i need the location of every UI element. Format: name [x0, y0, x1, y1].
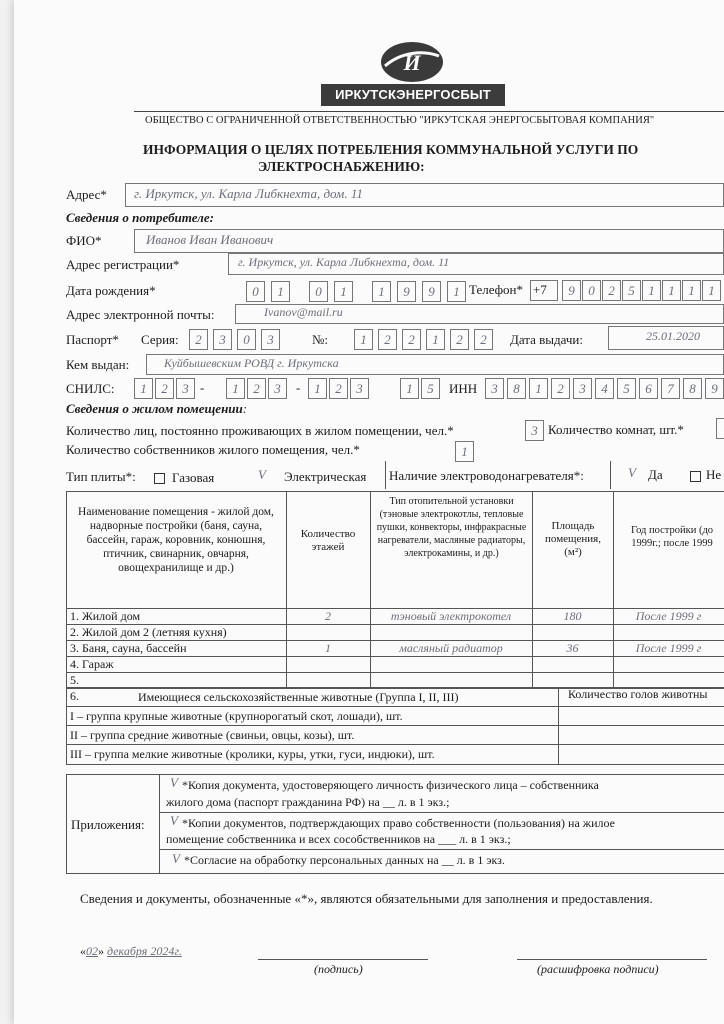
attachment-1-line1: *Копия документа, удостоверяющего личность физического лица – собственника	[182, 778, 599, 792]
premises-header-year: Год постройки (до 1999г.; после 1999	[630, 525, 714, 549]
residents-label: Количество лиц, постоянно проживающих в жилом помещении, чел.*	[66, 423, 454, 438]
phone-label: Телефон*	[469, 282, 524, 297]
owners-cell[interactable]: 1	[455, 441, 474, 462]
dob-digit-cell[interactable]: 0	[246, 281, 265, 302]
snils-digit-cell[interactable]: 2	[155, 378, 174, 399]
premises-row-heating: масляный радиатор	[399, 641, 503, 655]
attachment-2-check-mark[interactable]: V	[170, 813, 178, 828]
phone-digit-cell[interactable]: 0	[582, 280, 601, 301]
premises-row-name: 5.	[70, 673, 79, 687]
premises-row-name: 4. Гараж	[70, 657, 114, 671]
heater-label: Наличие электроводонагревателя*:	[389, 468, 584, 483]
premises-row-name: 1. Жилой дом	[70, 609, 141, 623]
registration-value: г. Иркутск, ул. Карла Либкнехта, дом. 11	[238, 255, 450, 269]
animals-header-right: Количество голов животны	[568, 687, 708, 701]
issued-by-value: Куйбышевским РОВД г. Иркутска	[164, 356, 339, 370]
attachment-2-line1: *Копии документов, подтверждающих право собственности (пользования) на жилое	[182, 816, 615, 830]
number-digit-cell[interactable]: 2	[474, 329, 493, 350]
snils-digit-cell[interactable]: 5	[421, 378, 440, 399]
email-label: Адрес электронной почты:	[66, 307, 215, 322]
premises-header-floors: Количество этажей	[300, 528, 356, 553]
phone-digit-cell[interactable]: 1	[682, 280, 701, 301]
inn-label: ИНН	[449, 381, 478, 396]
attachment-3-line: *Согласие на обработку персональных данных на __ л. в 1 экз.	[184, 853, 505, 867]
company-logo-icon	[379, 40, 445, 84]
dob-digit-cell[interactable]: 1	[447, 281, 466, 302]
heater-yes-label: Да	[648, 467, 663, 482]
gas-label: Газовая	[172, 470, 215, 485]
number-label: №:	[312, 332, 329, 347]
inn-digit-cell[interactable]: 3	[485, 378, 504, 399]
inn-digit-cell[interactable]: 4	[595, 378, 614, 399]
phone-digit-cell[interactable]: 1	[642, 280, 661, 301]
heater-no-checkbox[interactable]	[690, 471, 701, 482]
issue-date-label: Дата выдачи:	[510, 332, 584, 347]
dob-digit-cell[interactable]: 0	[309, 281, 328, 302]
premises-header-area: Площадь помещения, (м²)	[545, 520, 601, 558]
snils-digit-cell[interactable]: 2	[247, 378, 266, 399]
dob-digit-cell[interactable]: 9	[397, 281, 416, 302]
inn-digit-cell[interactable]: 7	[661, 378, 680, 399]
number-digit-cell[interactable]: 2	[450, 329, 469, 350]
series-digit-cell[interactable]: 2	[189, 329, 208, 350]
phone-digit-cell[interactable]: 2	[602, 280, 621, 301]
inn-digit-cell[interactable]: 5	[617, 378, 636, 399]
issued-by-label: Кем выдан:	[66, 357, 130, 372]
snils-digit-cell[interactable]: 2	[329, 378, 348, 399]
snils-label: СНИЛС:	[66, 381, 115, 396]
inn-digit-cell[interactable]: 2	[551, 378, 570, 399]
premises-row-heating: тэновый электрокотел	[390, 609, 512, 623]
premises-row-floors: 1	[325, 641, 331, 655]
inn-digit-cell[interactable]: 3	[573, 378, 592, 399]
dob-digit-cell[interactable]: 1	[372, 281, 391, 302]
gas-checkbox[interactable]	[154, 473, 165, 484]
phone-digit-cell[interactable]: 1	[702, 280, 721, 301]
svg-text:И: И	[403, 50, 421, 75]
form-title-line2: ЭЛЕКТРОСНАБЖЕНИЮ:	[258, 159, 425, 174]
animals-row-label: III – группа мелкие животные (кролики, куры, утки, гуси, индюки), шт.	[70, 747, 435, 761]
snils-digit-cell[interactable]: 3	[268, 378, 287, 399]
consumer-section-label: Сведения о потребителе:	[66, 210, 214, 225]
attachment-1-check-mark[interactable]: V	[170, 775, 178, 790]
snils-digit-cell[interactable]: 1	[400, 378, 419, 399]
form-page	[14, 0, 724, 1024]
premises-row-floors: 2	[325, 609, 331, 623]
premises-row-name: 2. Жилой дом 2 (летняя кухня)	[70, 625, 227, 639]
registration-label: Адрес регистрации*	[66, 257, 180, 272]
animals-header-left: Имеющиеся сельскохозяйственные животные (Группа I, II, III)	[138, 690, 459, 704]
residents-cell[interactable]: 3	[525, 420, 544, 441]
snils-dash-2: -	[296, 380, 301, 395]
animals-row-label: II – группа средние животные (свиньи, овцы, козы), шт.	[70, 728, 355, 742]
phone-digit-cell[interactable]: 9	[562, 280, 581, 301]
address-value: г. Иркутск, ул. Карла Либкнехта, дом. 11	[134, 186, 363, 201]
premises-row-year: После 1999 г	[635, 609, 702, 623]
heater-yes-check-mark[interactable]: V	[628, 465, 636, 480]
phone-prefix: +7	[533, 282, 547, 297]
fio-value: Иванов Иван Иванович	[146, 232, 274, 247]
premises-row-area: 36	[566, 641, 579, 655]
snils-digit-cell[interactable]: 3	[350, 378, 369, 399]
owners-label: Количество собственников жилого помещения, чел.*	[66, 442, 360, 457]
animals-row-label: I – группа крупные животные (крупнорогатый скот, лошади), шт.	[70, 709, 403, 723]
heater-no-label: Не	[706, 467, 722, 482]
premises-header-name: Наименование помещения - жилой дом, надворные постройки (баня, сауна, бассейн, гараж, коровник, конюшня, птичник, свинарник, овчарня, овощехранилище и др.)	[78, 506, 274, 574]
number-digit-cell[interactable]: 1	[426, 329, 445, 350]
attachment-1-line2: жилого дома (паспорт гражданина РФ) на __ л. в 1 экз.;	[166, 795, 450, 809]
rooms-label: Количество комнат, шт.*	[548, 422, 684, 437]
form-title-line1: ИНФОРМАЦИЯ О ЦЕЛЯХ ПОТРЕБЛЕНИЯ КОММУНАЛЬНОЙ УСЛУГИ ПО	[143, 142, 639, 157]
number-digit-cell[interactable]: 2	[402, 329, 421, 350]
dwelling-section-label: Сведения о жилом помещении:	[66, 401, 248, 416]
rooms-cell[interactable]	[716, 418, 724, 439]
snils-digit-cell[interactable]: 3	[176, 378, 195, 399]
attachment-3-check-mark[interactable]: V	[172, 851, 180, 866]
org-name: ОБЩЕСТВО С ОГРАНИЧЕННОЙ ОТВЕТСТВЕННОСТЬЮ "ИРКУТСКАЯ ЭНЕРГОСБЫТОВАЯ КОМПАНИЯ"	[145, 115, 655, 126]
snils-dash-1: -	[200, 380, 205, 395]
decode-label: (расшифровка подписи)	[537, 962, 659, 976]
electric-label: Электрическая	[284, 469, 367, 484]
issue-date-value: 25.01.2020	[646, 329, 700, 343]
series-label: Серия:	[141, 332, 179, 347]
dob-label: Дата рождения*	[66, 283, 156, 298]
passport-label: Паспорт*	[66, 332, 119, 347]
number-digit-cell[interactable]: 2	[378, 329, 397, 350]
dob-digit-cell[interactable]: 1	[271, 281, 290, 302]
inn-digit-cell[interactable]: 9	[705, 378, 724, 399]
premises-row-year: После 1999 г	[635, 641, 702, 655]
signature-date: «02» декабря 2024г.	[80, 944, 182, 958]
dob-digit-cell[interactable]: 9	[422, 281, 441, 302]
email-value: Ivanov@mail.ru	[264, 305, 343, 319]
series-digit-cell[interactable]: 3	[261, 329, 280, 350]
snils-digit-cell[interactable]: 1	[226, 378, 245, 399]
premises-row-name: 6.	[70, 689, 79, 703]
inn-digit-cell[interactable]: 8	[507, 378, 526, 399]
electric-check-mark[interactable]: V	[258, 467, 266, 482]
signature-label: (подпись)	[314, 962, 363, 976]
attachments-label: Приложения:	[71, 817, 145, 832]
premises-row-name: 3. Баня, сауна, бассейн	[70, 641, 187, 655]
snils-digit-cell[interactable]: 1	[134, 378, 153, 399]
dob-digit-cell[interactable]: 1	[334, 281, 353, 302]
phone-digit-cell[interactable]: 5	[622, 280, 641, 301]
premises-row-area: 180	[563, 609, 582, 623]
inn-digit-cell[interactable]: 6	[639, 378, 658, 399]
attachment-2-line2: помещение собственника и всех сособственников на ___ л. в 1 экз.;	[166, 832, 511, 846]
required-note: Сведения и документы, обозначенные «*», являются обязательными для заполнения и предоставления.	[80, 891, 653, 906]
snils-digit-cell[interactable]: 1	[308, 378, 327, 399]
premises-header-heating: Тип отопительной установки (тэновые электрокотлы, тепловые пушки, конвекторы, инфракрасные нагреватели, масляные радиаторы, электрокамины, и др.)	[376, 496, 527, 559]
logo-text: ИРКУТСКЭНЕРГОСБЫТ	[321, 84, 505, 106]
stove-label: Тип плиты*:	[66, 469, 136, 484]
inn-digit-cell[interactable]: 1	[529, 378, 548, 399]
series-digit-cell[interactable]: 0	[237, 329, 256, 350]
address-label: Адрес*	[66, 187, 107, 202]
fio-label: ФИО*	[66, 233, 102, 248]
inn-digit-cell[interactable]: 8	[683, 378, 702, 399]
number-digit-cell[interactable]: 1	[354, 329, 373, 350]
phone-digit-cell[interactable]: 1	[662, 280, 681, 301]
series-digit-cell[interactable]: 3	[213, 329, 232, 350]
